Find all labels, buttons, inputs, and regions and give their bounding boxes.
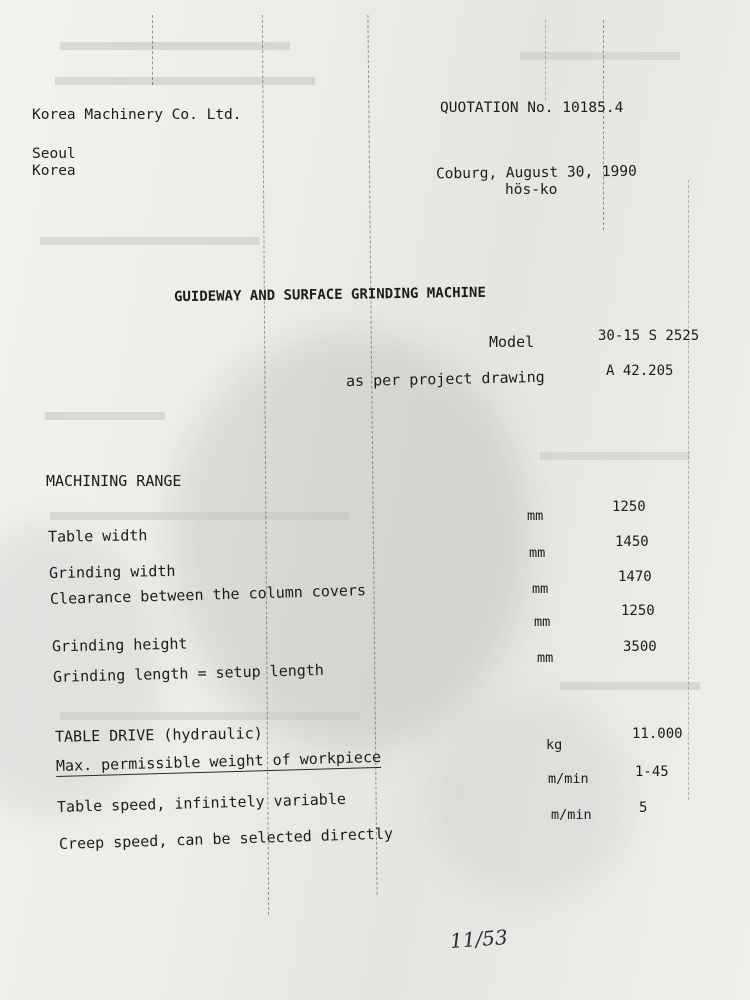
spec-label-table-width: Table width <box>47 526 148 546</box>
document-title: GUIDEWAY AND SURFACE GRINDING MACHINE <box>173 284 486 306</box>
section-heading-machining-range: MACHINING RANGE <box>46 472 182 490</box>
bleed-through <box>45 400 165 420</box>
spec-label-max-weight-text: Max. permissible weight of workpiece <box>55 747 382 775</box>
photo-shadow-bottom <box>430 700 630 900</box>
guide-line <box>603 20 604 230</box>
guide-line <box>262 15 269 915</box>
spec-label-grinding-width: Grinding width <box>48 561 176 583</box>
bleed-through <box>40 225 260 245</box>
bleed-through <box>560 670 700 690</box>
spec-value: 1470 <box>618 569 652 585</box>
spec-unit: m/min <box>548 771 589 787</box>
spec-value: 5 <box>639 800 648 816</box>
spec-value: 1250 <box>612 499 646 515</box>
bleed-through <box>50 500 350 520</box>
drawing-label: as per project drawing <box>345 367 545 391</box>
guide-line <box>152 15 153 85</box>
spec-label-grinding-height: Grinding height <box>51 634 188 656</box>
quotation-reference: hös-ko <box>505 182 558 198</box>
bleed-through <box>540 440 690 460</box>
spec-label-grinding-length: Grinding length = setup length <box>52 660 325 686</box>
bleed-through <box>520 40 680 60</box>
model-value: 30-15 S 2525 <box>598 328 700 344</box>
spec-label-max-weight <box>56 748 381 775</box>
quotation-number: QUOTATION No. 10185.4 <box>440 100 624 116</box>
company-city: Seoul <box>32 146 76 162</box>
spec-unit: mm <box>529 545 546 561</box>
spec-value: 1450 <box>615 534 649 550</box>
guide-line <box>688 180 689 800</box>
bleed-through <box>55 65 315 85</box>
company-country: Korea <box>32 163 76 179</box>
spec-unit: kg <box>546 737 563 753</box>
spec-unit: m/min <box>551 807 592 823</box>
spec-label-table-speed: Table speed, infinitely variable <box>56 789 347 816</box>
photo-shadow <box>170 330 530 750</box>
spec-value: 3500 <box>623 639 657 655</box>
drawing-value: A 42.205 <box>606 363 674 379</box>
quotation-date: Coburg, August 30, 1990 <box>435 163 637 183</box>
spec-unit: mm <box>527 508 544 524</box>
spec-value: 1-45 <box>635 764 669 780</box>
company-name: Korea Machinery Co. Ltd. <box>32 107 242 123</box>
section-heading-table-drive: TABLE DRIVE (hydraulic) <box>54 724 263 746</box>
bleed-through <box>60 30 290 50</box>
guide-line <box>545 20 546 100</box>
bleed-through <box>60 700 360 720</box>
spec-value: 1250 <box>621 603 655 619</box>
spec-value: 11.000 <box>632 726 683 742</box>
spec-unit: mm <box>534 614 551 630</box>
spec-unit: mm <box>537 650 554 666</box>
spec-unit: mm <box>532 581 549 597</box>
model-label: Model <box>489 333 535 351</box>
spec-label-creep-speed: Creep speed, can be selected directly <box>58 824 394 853</box>
page-number: 11/53 <box>449 925 509 953</box>
spec-label-column-clearance: Clearance between the column covers <box>49 581 367 608</box>
